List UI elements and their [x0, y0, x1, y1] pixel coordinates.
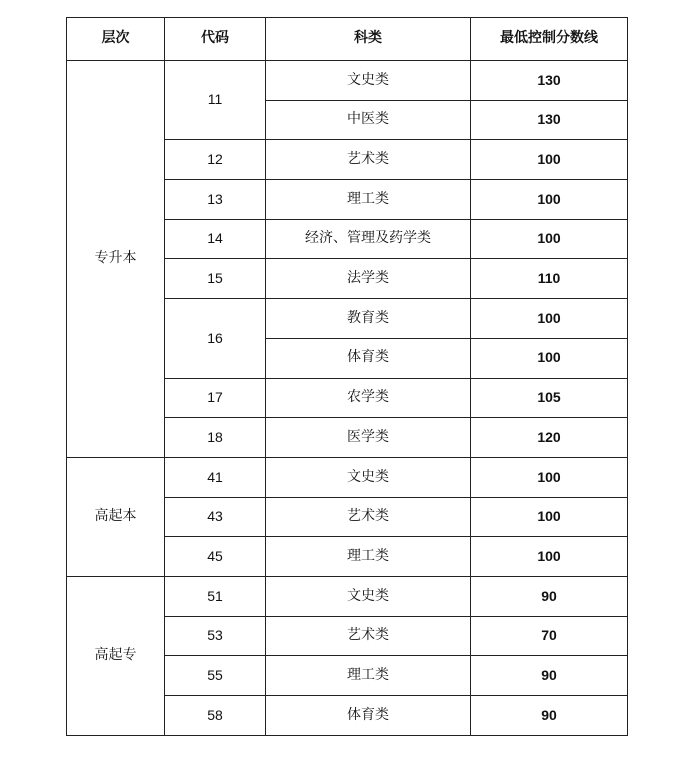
score-cell: 70 [471, 616, 628, 656]
subject-cell: 艺术类 [266, 140, 471, 180]
score-cell: 90 [471, 656, 628, 696]
subject-cell: 理工类 [266, 656, 471, 696]
header-code: 代码 [165, 18, 266, 61]
header-subject: 科类 [266, 18, 471, 61]
code-cell: 17 [165, 378, 266, 418]
subject-cell: 理工类 [266, 180, 471, 220]
code-cell: 12 [165, 140, 266, 180]
code-cell: 55 [165, 656, 266, 696]
code-cell: 43 [165, 497, 266, 537]
score-cell: 100 [471, 457, 628, 497]
table-row [67, 457, 628, 497]
score-cell: 100 [471, 180, 628, 220]
subject-cell: 体育类 [266, 696, 471, 736]
level-cell: 高起本 [67, 457, 165, 576]
code-cell: 16 [165, 299, 266, 378]
code-cell: 13 [165, 180, 266, 220]
score-cell: 100 [471, 497, 628, 537]
header-row [67, 18, 628, 61]
score-cell: 130 [471, 61, 628, 101]
table-row [67, 576, 628, 616]
level-cell: 高起专 [67, 576, 165, 735]
subject-cell: 医学类 [266, 418, 471, 458]
code-cell: 41 [165, 457, 266, 497]
subject-cell: 理工类 [266, 537, 471, 577]
subject-cell: 中医类 [266, 100, 471, 140]
score-cell: 130 [471, 100, 628, 140]
code-cell: 51 [165, 576, 266, 616]
score-cell: 100 [471, 299, 628, 339]
table-header [67, 18, 628, 61]
score-cell: 90 [471, 696, 628, 736]
subject-cell: 文史类 [266, 576, 471, 616]
score-cell: 90 [471, 576, 628, 616]
header-min-score: 最低控制分数线 [471, 18, 628, 61]
score-cell: 100 [471, 140, 628, 180]
table-body [67, 61, 628, 736]
score-cell: 105 [471, 378, 628, 418]
code-cell: 15 [165, 259, 266, 299]
score-cell: 100 [471, 219, 628, 259]
code-cell: 58 [165, 696, 266, 736]
subject-cell: 艺术类 [266, 497, 471, 537]
code-cell: 14 [165, 219, 266, 259]
subject-cell: 艺术类 [266, 616, 471, 656]
subject-cell: 经济、管理及药学类 [266, 219, 471, 259]
subject-cell: 文史类 [266, 61, 471, 101]
header-level: 层次 [67, 18, 165, 61]
table-row [67, 61, 628, 101]
subject-cell: 农学类 [266, 378, 471, 418]
score-table [66, 17, 628, 736]
code-cell: 18 [165, 418, 266, 458]
subject-cell: 法学类 [266, 259, 471, 299]
score-cell: 120 [471, 418, 628, 458]
score-cell: 100 [471, 338, 628, 378]
level-cell: 专升本 [67, 61, 165, 458]
code-cell: 45 [165, 537, 266, 577]
subject-cell: 体育类 [266, 338, 471, 378]
code-cell: 53 [165, 616, 266, 656]
score-cell: 110 [471, 259, 628, 299]
code-cell: 11 [165, 61, 266, 140]
score-cell: 100 [471, 537, 628, 577]
subject-cell: 文史类 [266, 457, 471, 497]
subject-cell: 教育类 [266, 299, 471, 339]
